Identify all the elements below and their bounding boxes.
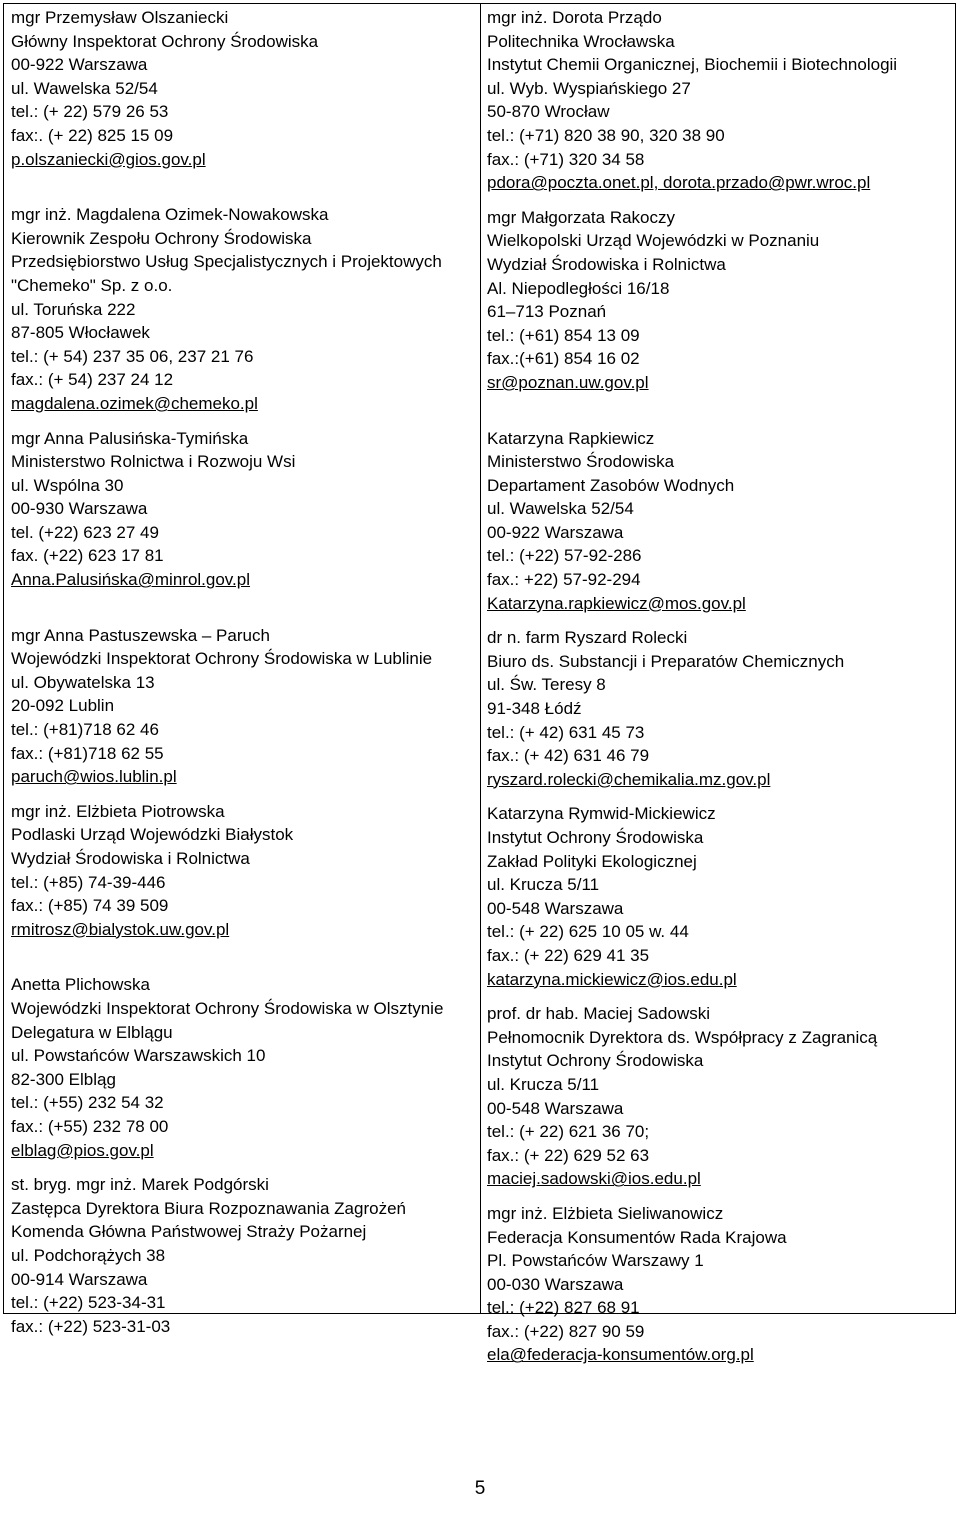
- contact-name: st. bryg. mgr inż. Marek Podgórski: [11, 1175, 269, 1195]
- contact-detail: ul. Krucza 5/11: [487, 1074, 600, 1094]
- contact-detail: Wydział Środowiska i Rolnictwa: [11, 849, 250, 868]
- contact-detail: fax.: (+81)718 62 55: [11, 743, 164, 763]
- contact-name: prof. dr hab. Maciej Sadowski: [487, 1004, 710, 1024]
- email-link[interactable]: katarzyna.mickiewicz@ios.edu.pl: [487, 969, 737, 989]
- contact-detail: 00-548 Warszawa: [487, 898, 624, 918]
- spacer: [487, 395, 953, 416]
- contact-detail: 00-914 Warszawa: [11, 1269, 148, 1289]
- contact-entry: [11, 1173, 473, 1338]
- contact-detail: tel.: (+ 22) 625 10 05 w. 44: [487, 922, 689, 942]
- contact-detail: tel.: (+22) 827 68 91: [487, 1298, 640, 1318]
- contact-entry: [11, 800, 473, 963]
- contact-detail: tel.: (+ 42) 631 45 73: [487, 722, 645, 742]
- contact-detail: ul. Wawelska 52/54: [487, 499, 634, 519]
- contact-detail: 50-870 Wrocław: [487, 102, 610, 122]
- contact-entry: [11, 427, 473, 613]
- contact-detail: fax.:(+61) 854 16 02: [487, 349, 640, 369]
- contact-detail: 82-300 Elbląg: [11, 1069, 116, 1089]
- contact-detail: fax.: +22) 57-92-294: [487, 570, 641, 590]
- contact-detail: "Chemeko" Sp. z o.o.: [11, 275, 173, 295]
- contact-detail: fax.: (+22) 523-31-03: [11, 1316, 171, 1336]
- contact-detail: tel.: (+ 54) 237 35 06, 237 21 76: [11, 346, 254, 366]
- contact-detail: fax.: (+ 42) 631 46 79: [487, 746, 650, 766]
- contacts-table: [3, 3, 956, 1365]
- contact-detail: Kierownik Zespołu Ochrony Środowiska: [11, 228, 312, 248]
- contact-detail: 00-922 Warszawa: [487, 522, 624, 542]
- contact-detail: Wielkopolski Urząd Wojewódzki w Poznaniu: [487, 231, 820, 251]
- contact-entry: [487, 802, 953, 991]
- contact-name: mgr inż. Elżbieta Sieliwanowicz: [487, 1203, 724, 1223]
- email-link[interactable]: paruch@wios.lublin.pl: [11, 767, 177, 787]
- contact-detail: Departament Zasobów Wodnych: [487, 475, 735, 495]
- contact-entry: [11, 973, 473, 1162]
- contact-detail: Biuro ds. Substancji i Preparatów Chemicznych: [487, 651, 845, 671]
- contact-detail: fax.: (+ 22) 629 52 63: [487, 1145, 650, 1165]
- contact-detail: fax.: (+71) 320 34 58: [487, 149, 645, 169]
- contact-detail: tel. (+22) 623 27 49: [11, 522, 159, 542]
- contact-detail: Podlaski Urząd Wojewódzki Białystok: [11, 825, 294, 845]
- contact-detail: Komenda Główna Państwowej Straży Pożarnej: [11, 1222, 367, 1242]
- contact-name: Anetta Plichowska: [11, 975, 150, 995]
- contact-detail: fax.: (+22) 827 90 59: [487, 1321, 645, 1341]
- contact-detail: 00-030 Warszawa: [487, 1274, 624, 1294]
- contact-entry: [487, 6, 953, 195]
- contact-detail: Wydział Środowiska i Rolnictwa: [487, 254, 726, 274]
- contact-detail: Wojewódzki Inspektorat Ochrony Środowiska w Lublinie: [11, 649, 433, 669]
- contact-detail: tel.: (+22) 523-34-31: [11, 1293, 166, 1313]
- contact-detail: Główny Inspektorat Ochrony Środowiska: [11, 31, 319, 51]
- contact-detail: tel.: (+85) 74-39-446: [11, 872, 166, 892]
- right-column: [487, 6, 953, 1378]
- contact-detail: ul. Toruńska 222: [11, 299, 136, 319]
- contact-detail: 87-805 Włocławek: [11, 323, 150, 343]
- contact-detail: 20-092 Lublin: [11, 696, 115, 716]
- contact-entry: [487, 427, 953, 616]
- contact-detail: 91-348 Łódź: [487, 699, 582, 719]
- contact-name: mgr Przemysław Olszaniecki: [11, 8, 229, 27]
- contact-detail: fax.: (+ 22) 629 41 35: [487, 945, 650, 965]
- contact-name: mgr Małgorzata Rakoczy: [487, 207, 676, 227]
- contact-detail: tel.: (+81)718 62 46: [11, 720, 159, 740]
- contact-detail: ul. Krucza 5/11: [487, 875, 600, 895]
- spacer: [11, 941, 473, 962]
- contact-detail: tel.: (+ 22) 579 26 53: [11, 102, 169, 122]
- contact-detail: Politechnika Wrocławska: [487, 31, 675, 51]
- email-link[interactable]: pdora@poczta.onet.pl, dorota.przado@pwr.wroc.pl: [487, 173, 871, 193]
- contact-detail: fax.: (+ 54) 237 24 12: [11, 370, 174, 390]
- contact-detail: fax. (+22) 623 17 81: [11, 546, 164, 566]
- contact-detail: Zakład Polityki Ekologicznej: [487, 851, 697, 871]
- contact-detail: ul. Powstańców Warszawskich 10: [11, 1046, 266, 1066]
- contact-detail: 00-930 Warszawa: [11, 499, 148, 519]
- contact-name: mgr inż. Elżbieta Piotrowska: [11, 801, 225, 821]
- contact-detail: 00-548 Warszawa: [487, 1098, 624, 1118]
- contact-detail: Pełnomocnik Dyrektora ds. Współpracy z Zagranicą: [487, 1027, 878, 1047]
- contact-name: mgr inż. Dorota Prządo: [487, 8, 662, 27]
- contact-detail: Delegatura w Elblągu: [11, 1022, 173, 1042]
- contact-name: mgr inż. Magdalena Ozimek-Nowakowska: [11, 205, 329, 225]
- contact-detail: Instytut Chemii Organicznej, Biochemii i Biotechnologii: [487, 55, 898, 75]
- contact-name: Katarzyna Rapkiewicz: [487, 428, 655, 448]
- left-column: [11, 6, 473, 1349]
- contact-name: mgr Anna Palusińska-Tymińska: [11, 428, 249, 448]
- contact-detail: fax.: (+85) 74 39 509: [11, 896, 169, 916]
- spacer: [11, 592, 473, 613]
- contact-name: Katarzyna Rymwid-Mickiewicz: [487, 804, 716, 824]
- contact-entry: [11, 203, 473, 415]
- email-link[interactable]: magdalena.ozimek@chemeko.pl: [11, 393, 258, 413]
- email-link[interactable]: elblag@pios.gov.pl: [11, 1140, 154, 1160]
- email-link[interactable]: Anna.Palusińska@minrol.gov.pl: [11, 570, 251, 590]
- email-link[interactable]: ela@federacja-konsumentów.org.pl: [487, 1345, 754, 1365]
- contact-detail: ul. Wspólna 30: [11, 475, 124, 495]
- contact-detail: Przedsiębiorstwo Usług Specjalistycznych i Projektowych: [11, 252, 442, 272]
- contact-entry: [11, 624, 473, 789]
- email-link[interactable]: rmitrosz@bialystok.uw.gov.pl: [11, 919, 230, 939]
- contact-detail: Instytut Ochrony Środowiska: [487, 828, 704, 847]
- email-link[interactable]: maciej.sadowski@ios.edu.pl: [487, 1169, 701, 1189]
- contact-name: dr n. farm Ryszard Rolecki: [487, 628, 688, 648]
- contact-detail: tel.: (+ 22) 621 36 70;: [487, 1122, 650, 1142]
- page-number: 5: [474, 1478, 486, 1499]
- contact-entry: [11, 6, 473, 192]
- contact-detail: ul. Podchorążych 38: [11, 1245, 166, 1265]
- contact-detail: 00-922 Warszawa: [11, 55, 148, 75]
- contact-detail: tel.: (+55) 232 54 32: [11, 1093, 164, 1113]
- contact-entry: [487, 206, 953, 416]
- email-link[interactable]: Katarzyna.rapkiewicz@mos.gov.pl: [487, 593, 746, 613]
- contact-detail: ul. Św. Teresy 8: [487, 675, 606, 695]
- contact-entry: [487, 1202, 953, 1367]
- contact-detail: Ministerstwo Środowiska: [487, 452, 675, 472]
- contact-detail: Al. Niepodległości 16/18: [487, 278, 670, 298]
- spacer: [11, 171, 473, 192]
- contact-name: mgr Anna Pastuszewska – Paruch: [11, 625, 270, 645]
- contact-detail: tel.: (+71) 820 38 90, 320 38 90: [487, 125, 725, 145]
- column-divider: [480, 4, 481, 1313]
- contact-detail: ul. Wyb. Wyspiańskiego 27: [487, 78, 691, 98]
- contact-detail: 61–713 Poznań: [487, 302, 607, 322]
- contact-entry: [487, 1002, 953, 1191]
- contact-detail: Ministerstwo Rolnictwa i Rozwoju Wsi: [11, 452, 296, 472]
- contact-detail: fax.: (+55) 232 78 00: [11, 1116, 169, 1136]
- email-link[interactable]: p.olszaniecki@gios.gov.pl: [11, 149, 206, 169]
- contact-entry: [487, 626, 953, 791]
- contact-detail: ul. Obywatelska 13: [11, 672, 155, 692]
- email-link[interactable]: ryszard.rolecki@chemikalia.mz.gov.pl: [487, 769, 771, 789]
- contact-detail: Pl. Powstańców Warszawy 1: [487, 1251, 704, 1271]
- contact-detail: ul. Wawelska 52/54: [11, 78, 158, 98]
- email-link[interactable]: sr@poznan.uw.gov.pl: [487, 372, 649, 392]
- contact-detail: Wojewódzki Inspektorat Ochrony Środowiska w Olsztynie: [11, 998, 444, 1018]
- contact-detail: Zastępca Dyrektora Biura Rozpoznawania Zagrożeń: [11, 1198, 406, 1218]
- contact-detail: fax:. (+ 22) 825 15 09: [11, 125, 174, 145]
- contact-detail: Federacja Konsumentów Rada Krajowa: [487, 1227, 787, 1247]
- contact-detail: tel.: (+61) 854 13 09: [487, 325, 640, 345]
- contact-detail: Instytut Ochrony Środowiska: [487, 1051, 704, 1071]
- contact-detail: tel.: (+22) 57-92-286: [487, 546, 642, 566]
